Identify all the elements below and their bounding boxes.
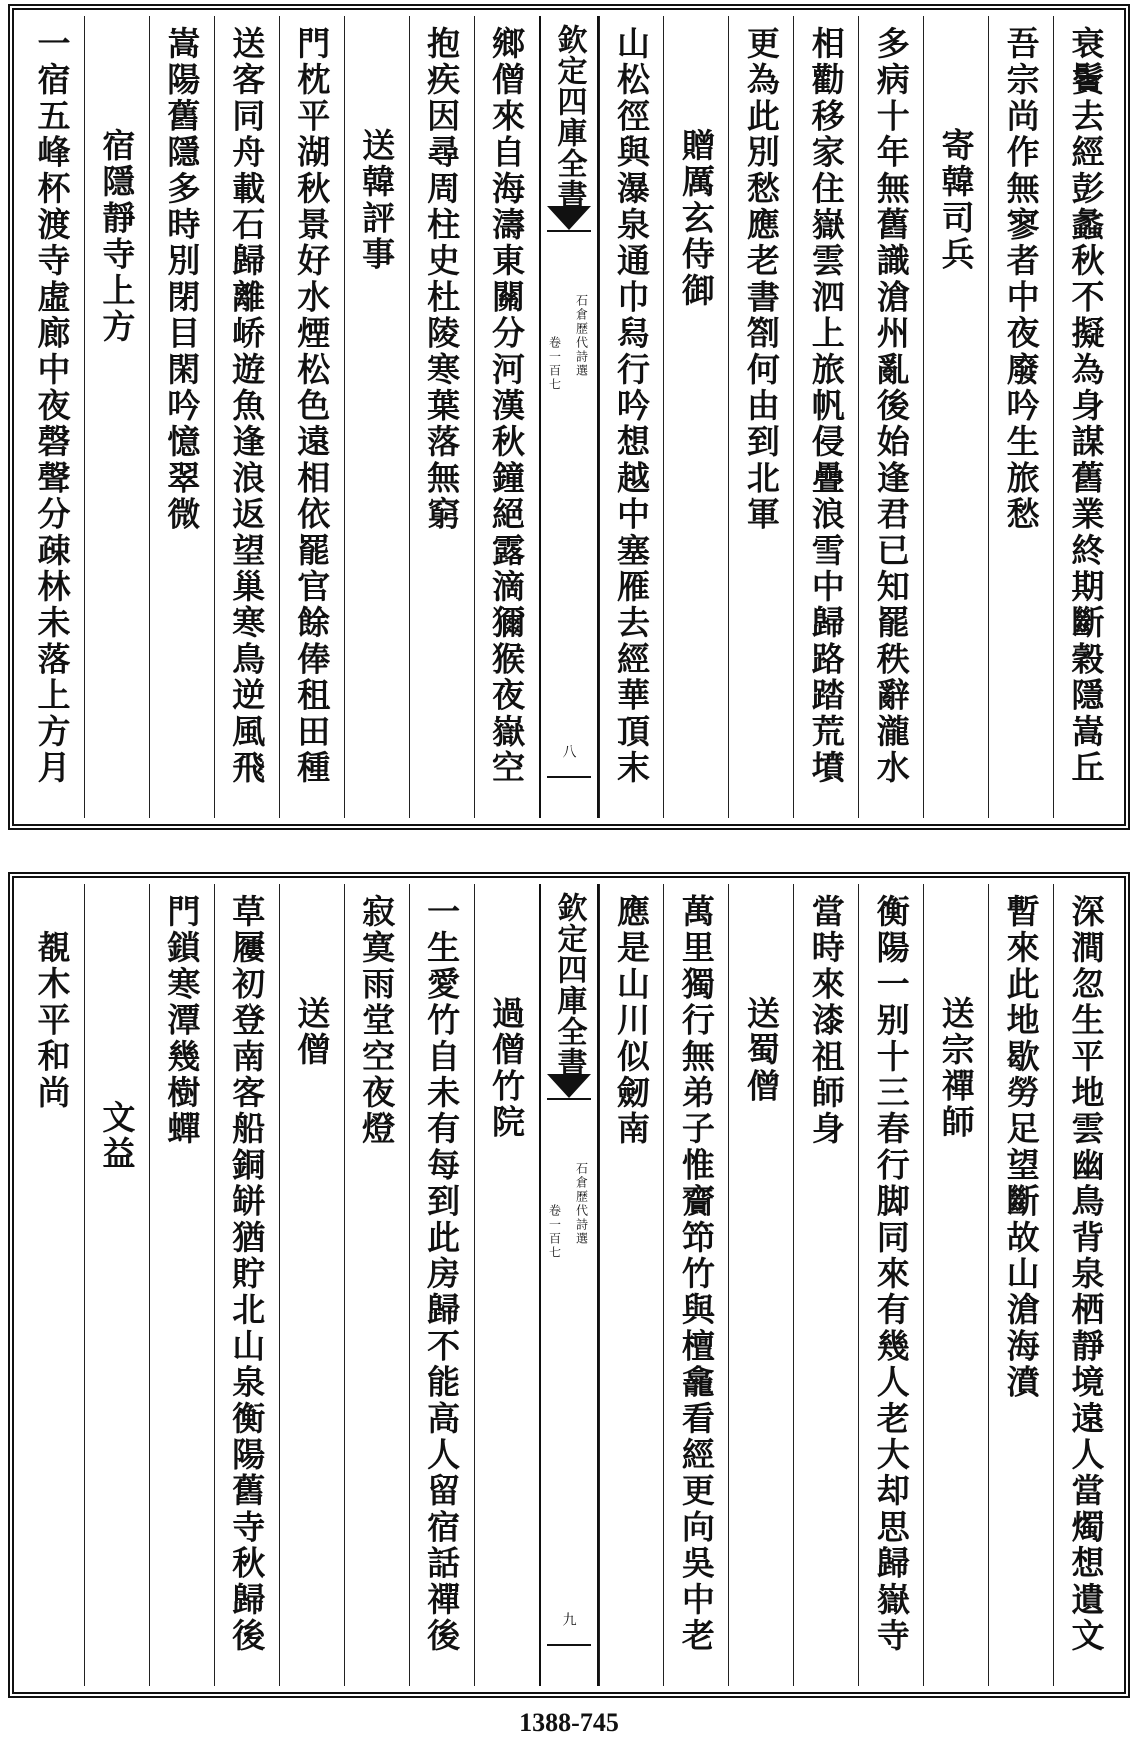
top-text-column [149, 16, 214, 818]
spine-title: 欽定四庫全書 [551, 24, 587, 210]
poem-line: 嵩陽舊隱多時別閉目閑吟憶翠微 [162, 26, 202, 533]
bottom-text-column [988, 884, 1053, 1686]
fish-tail-mark-icon [547, 206, 591, 230]
poem-line: 深澗忽生平地雲幽鳥背泉栖靜境遠人當燭想遺文 [1066, 894, 1106, 1655]
poem-line: 應是山川似劒南 [611, 894, 651, 1148]
poem-line: 抱疾因尋周柱史杜陵寒葉落無窮 [422, 26, 462, 533]
poem-line: 一生愛竹自未有每到此房歸不能高人留宿話禪後 [422, 894, 462, 1655]
poem-title: 送蜀僧 [741, 996, 781, 1105]
bottom-text-column [858, 884, 923, 1686]
spine-source-title: 石倉歷代詩選 [574, 294, 589, 378]
bottom-text-column [149, 884, 214, 1686]
top-text-column [988, 16, 1053, 818]
top-text-column [858, 16, 923, 818]
poem-line: 萬里獨行無弟子惟齎笻竹與檀龕看經更向吳中老 [676, 894, 716, 1655]
bottom-text-column [279, 884, 344, 1686]
bottom-text-column [599, 884, 664, 1686]
poem-line: 多病十年無舊識滄州亂後始逢君已知罷秩辭瀧水 [871, 26, 911, 787]
poem-title: 過僧竹院 [487, 996, 527, 1141]
bottom-text-column [20, 884, 84, 1686]
top-text-column [663, 16, 728, 818]
spine-volume: 卷一百七 [547, 1204, 562, 1260]
top-text-column [1053, 16, 1118, 818]
poem-title: 贈厲玄侍御 [676, 128, 716, 309]
poem-line: 衡陽一别十三春行脚同來有幾人老大却思歸嶽寺 [871, 894, 911, 1655]
poem-line: 暫來此地歇勞足望斷故山滄海濆 [1001, 894, 1041, 1401]
spine-rule [547, 776, 591, 778]
bottom-page-frame [8, 872, 1130, 1698]
bottom-text-column [663, 884, 728, 1686]
top-text-column [344, 16, 409, 818]
poem-line: 覩木平和尚 [32, 930, 72, 1111]
bottom-text-column [793, 884, 858, 1686]
poem-line: 門鎖寒潭幾樹蟬 [162, 894, 202, 1148]
top-text-column [279, 16, 344, 818]
top-text-column [728, 16, 793, 818]
poem-title: 寄韓司兵 [936, 128, 976, 273]
top-text-column [599, 16, 664, 818]
bottom-text-column [474, 884, 539, 1686]
poem-line: 草屨初登南客船銅缾猶貯北山泉衡陽舊寺秋歸後 [227, 894, 267, 1655]
poem-title: 送僧 [292, 996, 332, 1069]
poem-line: 相勸移家住嶽雲泗上旅帆侵疊浪雪中歸路踏荒墳 [806, 26, 846, 787]
page-reference-number: 1388-745 [519, 1708, 619, 1737]
bottom-text-column [409, 884, 474, 1686]
poem-line: 山松徑與瀑泉通巾舄行吟想越中塞雁去經華頂末 [611, 26, 651, 787]
poem-title: 宿隱靜寺上方 [97, 128, 137, 346]
poem-line: 當時來漆祖師身 [806, 894, 846, 1148]
top-text-column [793, 16, 858, 818]
poem-line: 更為此別愁應老書劄何由到北軍 [741, 26, 781, 533]
top-page-columns [20, 16, 1118, 818]
poem-line: 鄉僧來自海濤東關分河漢秋鐘絕露滴獮猴夜嶽空 [487, 26, 527, 787]
fish-tail-mark-icon [547, 1074, 591, 1098]
bottom-spine-column [539, 884, 599, 1686]
poem-title: 送韓評事 [357, 128, 397, 273]
poem-title: 送宗禪師 [936, 996, 976, 1141]
top-text-column [84, 16, 149, 818]
bottom-text-column [344, 884, 409, 1686]
top-text-column [474, 16, 539, 818]
poem-line: 門枕平湖秋景好水煙松色遠相依罷官餘俸租田種 [292, 26, 332, 787]
spine-title: 欽定四庫全書 [551, 892, 587, 1078]
author-name: 文益 [97, 1100, 137, 1173]
poem-line: 一宿五峰杯渡寺虛廊中夜磬聲分疎林未落上方月 [32, 26, 72, 787]
bottom-text-column [84, 884, 149, 1686]
bottom-page-columns [20, 884, 1118, 1686]
top-text-column [20, 16, 84, 818]
poem-line: 吾宗尚作無寥者中夜廢吟生旅愁 [1001, 26, 1041, 533]
top-spine-column [539, 16, 599, 818]
bottom-text-column [923, 884, 988, 1686]
top-text-column [923, 16, 988, 818]
top-text-column [409, 16, 474, 818]
poem-line: 寂寞雨堂空夜燈 [357, 894, 397, 1148]
fish-tail-rule [547, 1098, 591, 1100]
spine-page-number: 八 [560, 744, 577, 758]
bottom-text-column [214, 884, 279, 1686]
spine-source-title: 石倉歷代詩選 [574, 1162, 589, 1246]
poem-line: 送客同舟載石歸離峤遊魚逢浪返望巢寒鳥逆風飛 [227, 26, 267, 787]
spine-volume: 卷一百七 [547, 336, 562, 392]
spine-page-number: 九 [560, 1612, 577, 1626]
bottom-text-column [728, 884, 793, 1686]
spine-rule [547, 1644, 591, 1646]
bottom-text-column [1053, 884, 1118, 1686]
top-page-frame [8, 4, 1130, 830]
poem-line: 衰鬢去經彭蠡秋不擬為身謀舊業終期斷穀隱嵩丘 [1066, 26, 1106, 787]
top-text-column [214, 16, 279, 818]
fish-tail-rule [547, 230, 591, 232]
